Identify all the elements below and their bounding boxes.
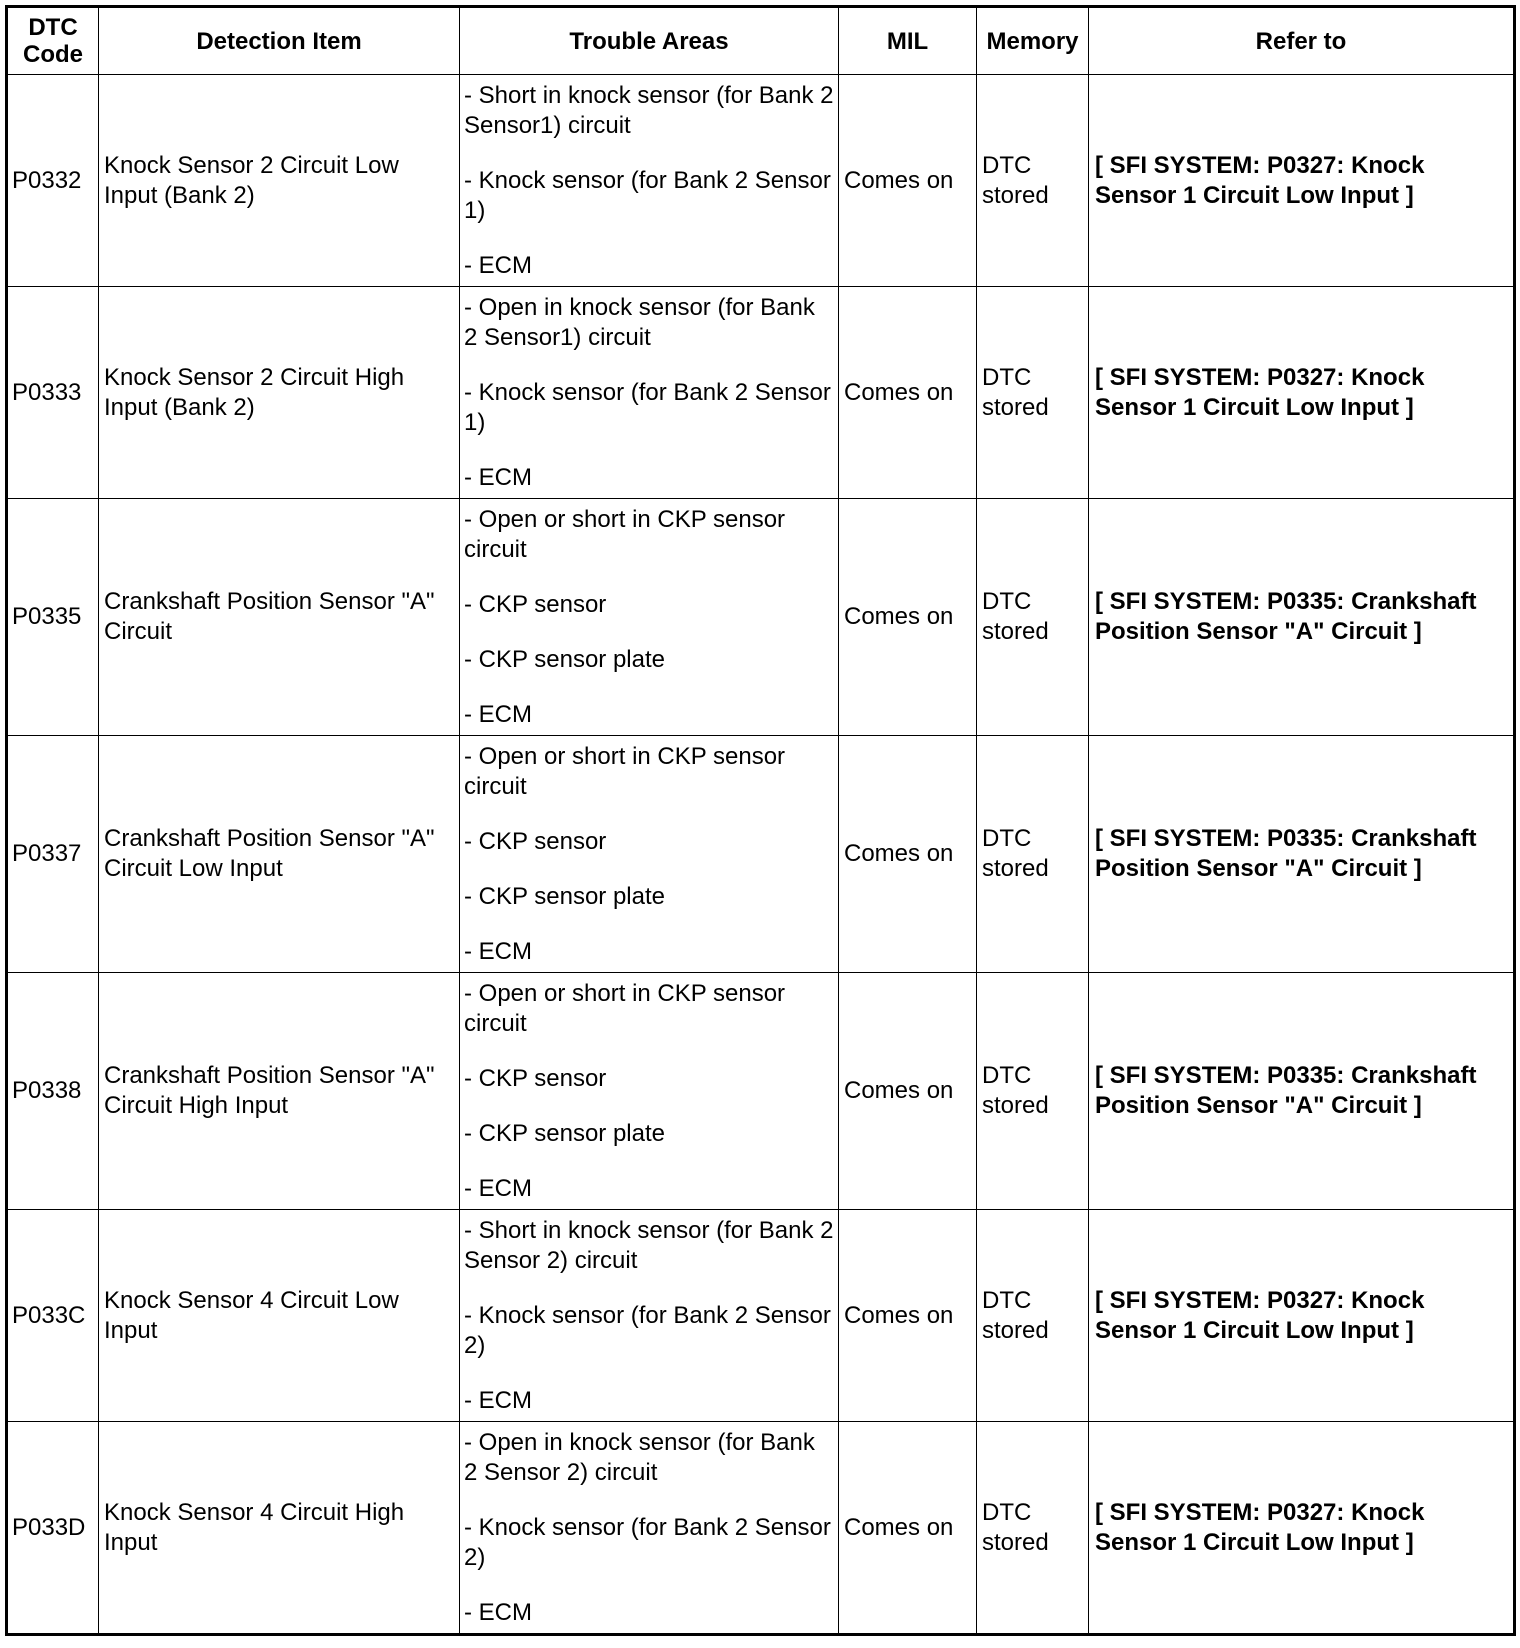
trouble-area-item: - ECM [464,937,532,965]
table-row [7,1422,1515,1635]
trouble-area-item: - Knock sensor (for Bank 2 Sensor 1) [464,378,831,436]
detection-item-cell: Knock Sensor 4 Circuit Low Input [99,1210,460,1422]
trouble-areas-cell [460,75,839,287]
trouble-area-item: - ECM [464,463,532,491]
trouble-area-item: - Knock sensor (for Bank 2 Sensor 2) [464,1513,831,1571]
refer-to-cell: [ SFI SYSTEM: P0335: Crankshaft Position Sensor "A" Circuit ] [1089,499,1515,736]
trouble-area-item: - CKP sensor [464,827,607,855]
detection-item-cell: Crankshaft Position Sensor "A" Circuit [99,499,460,736]
dtc-code-cell: P0335 [7,499,99,736]
trouble-areas-cell [460,1210,839,1422]
table-row [7,736,1515,973]
trouble-area-item: - Short in knock sensor (for Bank 2 Sensor 2) circuit [464,1216,834,1274]
detection-item-cell: Crankshaft Position Sensor "A" Circuit High Input [99,973,460,1210]
memory-cell: DTC stored [977,973,1089,1210]
trouble-area-item: - Knock sensor (for Bank 2 Sensor 1) [464,166,831,224]
trouble-area-item: - ECM [464,251,532,279]
memory-cell: DTC stored [977,75,1089,287]
refer-to-cell: [ SFI SYSTEM: P0327: Knock Sensor 1 Circuit Low Input ] [1089,1422,1515,1635]
trouble-areas-cell [460,287,839,499]
detection-item-cell: Knock Sensor 2 Circuit Low Input (Bank 2) [99,75,460,287]
header-dtc-code-line1: DTC [28,14,78,41]
refer-to-cell: [ SFI SYSTEM: P0335: Crankshaft Position Sensor "A" Circuit ] [1089,736,1515,973]
table-row [7,1210,1515,1422]
trouble-area-item: - Open in knock sensor (for Bank 2 Sensor 2) circuit [464,1428,815,1486]
detection-item-cell: Crankshaft Position Sensor "A" Circuit Low Input [99,736,460,973]
table-row [7,287,1515,499]
trouble-area-item: - CKP sensor [464,1064,607,1092]
trouble-area-item: - Open or short in CKP sensor circuit [464,979,786,1037]
mil-cell: Comes on [839,1210,977,1422]
trouble-area-item: - CKP sensor plate [464,645,665,673]
dtc-table [5,5,1516,1636]
trouble-area-item: - ECM [464,1386,532,1414]
trouble-area-item: - ECM [464,1174,532,1202]
dtc-code-cell: P0338 [7,973,99,1210]
trouble-areas-cell [460,973,839,1210]
header-memory: Memory [977,7,1089,75]
header-detection-item: Detection Item [99,7,460,75]
trouble-areas-cell [460,1422,839,1635]
trouble-area-item: - Open in knock sensor (for Bank 2 Sensor1) circuit [464,293,815,351]
header-refer-to: Refer to [1089,7,1515,75]
refer-to-cell: [ SFI SYSTEM: P0327: Knock Sensor 1 Circuit Low Input ] [1089,75,1515,287]
table-row [7,75,1515,287]
refer-to-cell: [ SFI SYSTEM: P0335: Crankshaft Position Sensor "A" Circuit ] [1089,973,1515,1210]
header-row [7,7,1515,75]
memory-cell: DTC stored [977,1210,1089,1422]
memory-cell: DTC stored [977,499,1089,736]
dtc-code-cell: P0333 [7,287,99,499]
header-mil: MIL [839,7,977,75]
refer-to-cell: [ SFI SYSTEM: P0327: Knock Sensor 1 Circuit Low Input ] [1089,1210,1515,1422]
header-trouble-areas: Trouble Areas [460,7,839,75]
trouble-area-item: - ECM [464,1598,532,1626]
dtc-code-cell: P0337 [7,736,99,973]
trouble-area-item: - Knock sensor (for Bank 2 Sensor 2) [464,1301,831,1359]
header-dtc-code [7,7,99,75]
memory-cell: DTC stored [977,736,1089,973]
detection-item-cell: Knock Sensor 2 Circuit High Input (Bank 2) [99,287,460,499]
dtc-code-cell: P033C [7,1210,99,1422]
trouble-area-item: - Open or short in CKP sensor circuit [464,505,786,563]
trouble-area-item: - Short in knock sensor (for Bank 2 Sensor1) circuit [464,81,834,139]
dtc-code-cell: P0332 [7,75,99,287]
trouble-area-item: - CKP sensor plate [464,1119,665,1147]
mil-cell: Comes on [839,736,977,973]
trouble-area-item: - CKP sensor plate [464,882,665,910]
trouble-area-item: - ECM [464,700,532,728]
dtc-code-cell: P033D [7,1422,99,1635]
mil-cell: Comes on [839,75,977,287]
header-dtc-code-line2: Code [23,41,83,68]
mil-cell: Comes on [839,287,977,499]
trouble-areas-cell [460,736,839,973]
mil-cell: Comes on [839,973,977,1210]
detection-item-cell: Knock Sensor 4 Circuit High Input [99,1422,460,1635]
mil-cell: Comes on [839,499,977,736]
trouble-area-item: - CKP sensor [464,590,607,618]
memory-cell: DTC stored [977,1422,1089,1635]
table-row [7,973,1515,1210]
table-row [7,499,1515,736]
mil-cell: Comes on [839,1422,977,1635]
trouble-areas-cell [460,499,839,736]
trouble-area-item: - Open or short in CKP sensor circuit [464,742,786,800]
refer-to-cell: [ SFI SYSTEM: P0327: Knock Sensor 1 Circuit Low Input ] [1089,287,1515,499]
memory-cell: DTC stored [977,287,1089,499]
